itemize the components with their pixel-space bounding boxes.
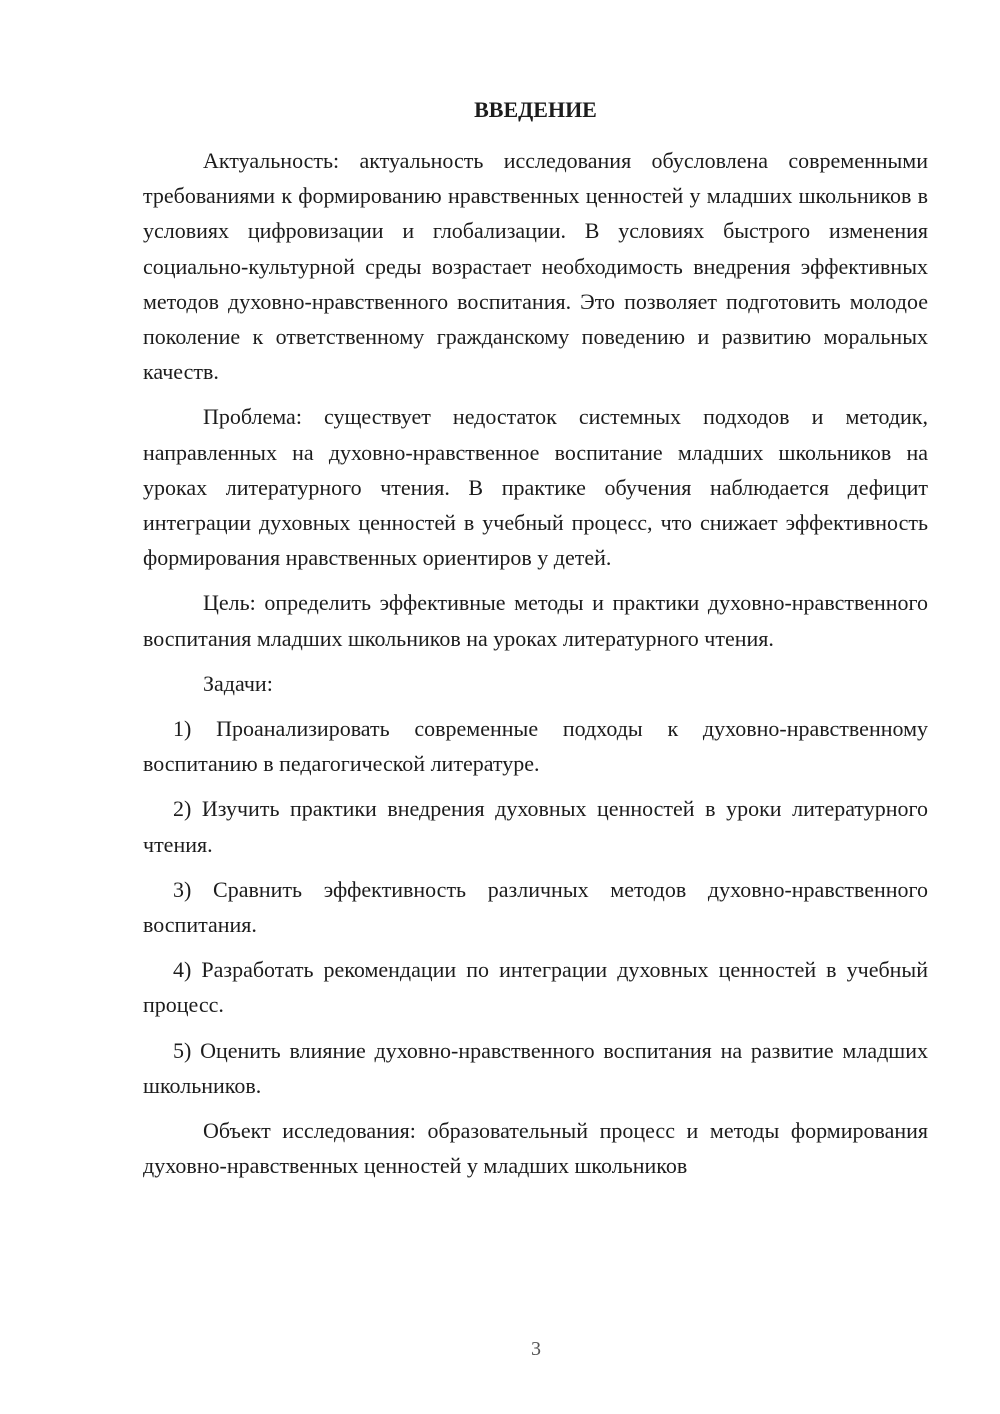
paragraph-relevance: Актуальность: актуальность исследования обусловлена современными требованиями к формированию нравственных ценностей у младших школьников в условиях цифровизации и глобализации. В условиях быстрого изменения социально-культурной среды возрастает необходимость внедрения эффективных методов духовно-нравственного воспитания. Это позволяет подготовить молодое поколение к ответственному гражданскому поведению и развитию моральных качеств. bbox=[143, 148, 928, 385]
page-number: 3 bbox=[531, 1338, 541, 1360]
task-item-4: 4) Разработать рекомендации по интеграции духовных ценностей в учебный процесс. bbox=[143, 957, 928, 1018]
task-item-1: 1) Проанализировать современные подходы к духовно-нравственному воспитанию в педагогической литературе. bbox=[143, 716, 928, 777]
paragraph-tasks-label: Задачи: bbox=[203, 670, 273, 696]
task-item-3: 3) Сравнить эффективность различных методов духовно-нравственного воспитания. bbox=[143, 876, 928, 938]
paragraph-object: Объект исследования: образовательный процесс и методы формирования духовно-нравственных ценностей у младших школьников bbox=[143, 1118, 928, 1179]
task-item-2: 2) Изучить практики внедрения духовных ценностей в уроки литературного чтения. bbox=[143, 796, 928, 857]
section-heading: ВВЕДЕНИЕ bbox=[474, 97, 597, 122]
document-body bbox=[143, 143, 928, 1183]
paragraph-problem: Проблема: существует недостаток системных подходов и методик, направленных на духовно-нравственное воспитание младших школьников на уроках литературного чтения. В практике обучения наблюдается дефицит интеграции духовных ценностей в учебный процесс, что снижает эффективность формирования нравственных ориентиров у детей. bbox=[143, 404, 928, 571]
task-item-5: 5) Оценить влияние духовно-нравственного воспитания на развитие младших школьников. bbox=[143, 1037, 928, 1098]
paragraph-goal: Цель: определить эффективные методы и практики духовно-нравственного воспитания младших школьников на уроках литературного чтения. bbox=[143, 590, 928, 651]
